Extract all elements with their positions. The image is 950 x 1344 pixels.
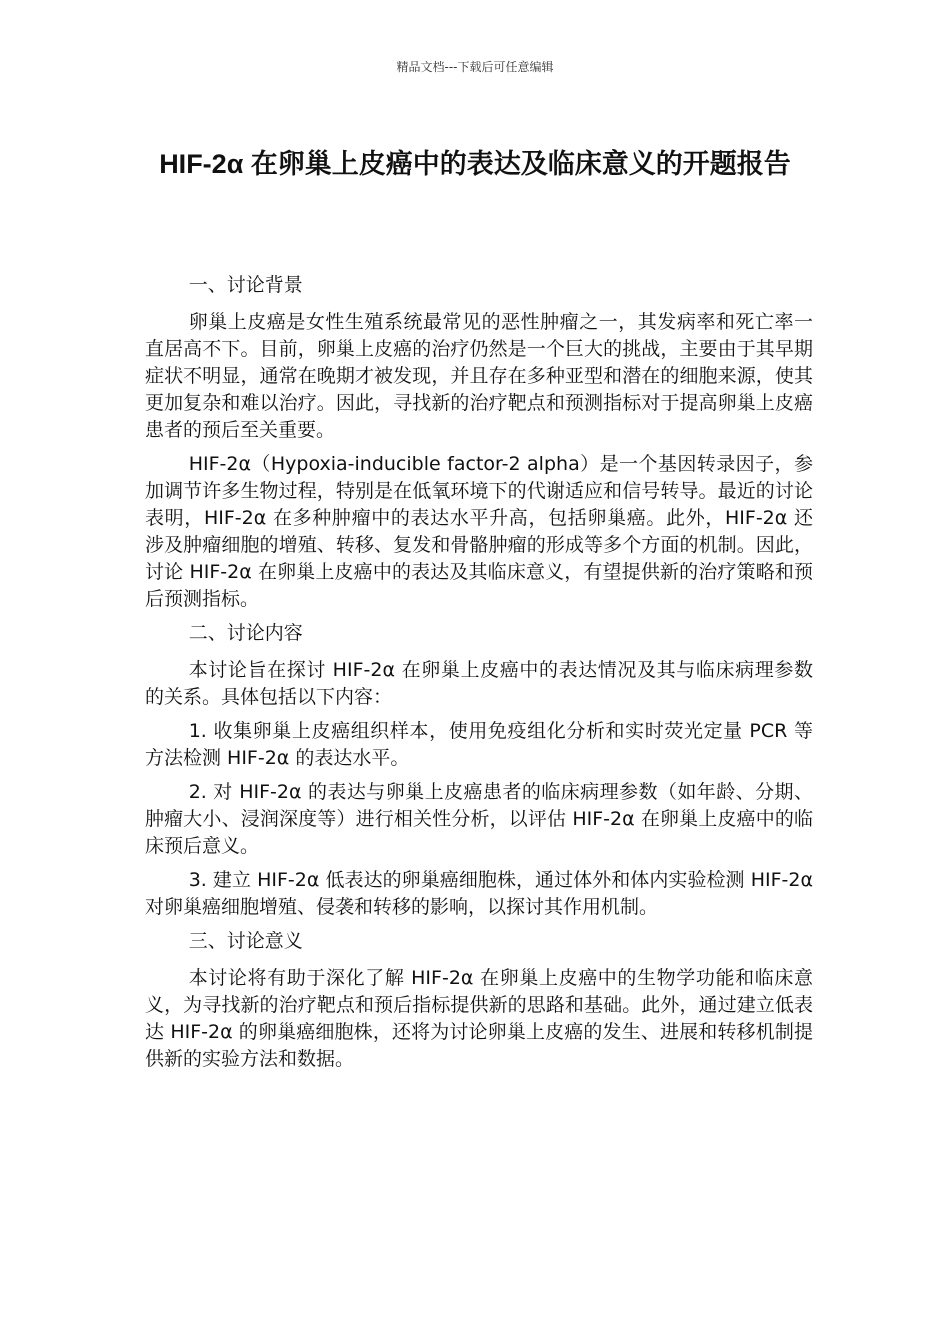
paragraph: 本讨论将有助于深化了解 HIF-2α 在卵巢上皮癌中的生物学功能和临床意义，为寻找新的治疗靶点和预后指标提供新的思路和基础。此外，通过建立低表达 HIF-2α 的卵巢癌细胞株，还将为讨论卵巢上皮癌的发生、进展和转移机制提供新的实验方法和数据。 (145, 967, 813, 1070)
paragraph: 本讨论旨在探讨 HIF-2α 在卵巢上皮癌中的表达情况及其与临床病理参数的关系。具体包括以下内容： (145, 659, 813, 708)
list-item: 2. 对 HIF-2α 的表达与卵巢上皮癌患者的临床病理参数（如年龄、分期、肿瘤大小、浸润深度等）进行相关性分析，以评估 HIF-2α 在卵巢上皮癌中的临床预后意义。 (145, 781, 813, 857)
section-heading-significance: 三、讨论意义 (188, 930, 303, 952)
section-heading-content: 二、讨论内容 (188, 622, 303, 644)
list-item: 1. 收集卵巢上皮癌组织样本，使用免疫组化分析和实时荧光定量 PCR 等方法检测 HIF-2α 的表达水平。 (145, 720, 813, 769)
paragraph: 卵巢上皮癌是女性生殖系统最常见的恶性肿瘤之一，其发病率和死亡率一直居高不下。目前，卵巢上皮癌的治疗仍然是一个巨大的挑战，主要由于其早期症状不明显，通常在晚期才被发现，并且存在多种亚型和潜在的细胞来源，使其更加复杂和难以治疗。因此，寻找新的治疗靶点和预测指标对于提高卵巢上皮癌患者的预后至关重要。 (145, 311, 813, 441)
section-heading-background: 一、讨论背景 (188, 274, 303, 296)
document-body (145, 272, 813, 1080)
page-title: HIF-2α 在卵巢上皮癌中的表达及临床意义的开题报告 (159, 149, 791, 179)
paragraph: HIF-2α（Hypoxia-inducible factor-2 alpha）是一个基因转录因子，参加调节许多生物过程，特别是在低氧环境下的代谢适应和信号转导。最近的讨论表明，HIF-2α 在多种肿瘤中的表达水平升高，包括卵巢癌。此外，HIF-2α 还涉及肿瘤细胞的增殖、转移、复发和骨骼肿瘤的形成等多个方面的机制。因此，讨论 HIF-2α 在卵巢上皮癌中的表达及其临床意义，有望提供新的治疗策略和预后预测指标。 (145, 453, 813, 610)
list-item: 3. 建立 HIF-2α 低表达的卵巢癌细胞株，通过体外和体内实验检测 HIF-2α 对卵巢癌细胞增殖、侵袭和转移的影响，以探讨其作用机制。 (145, 869, 813, 918)
header-note: 精品文档---下载后可任意编辑 (396, 60, 554, 74)
